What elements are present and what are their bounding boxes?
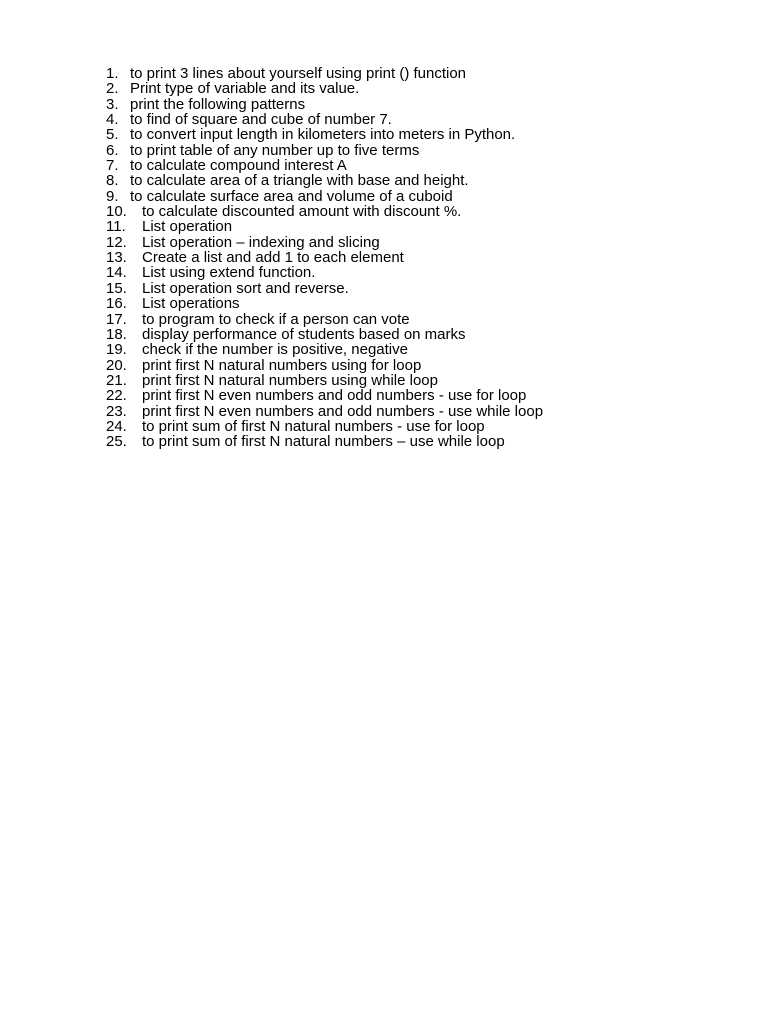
list-item [106,66,543,81]
item-number: 7. [106,157,119,175]
item-number: 23. [106,402,127,420]
item-text: List operation sort and reverse. [142,279,349,297]
item-number: 18. [106,325,127,343]
item-text: List using extend function. [142,264,316,282]
list-item [106,189,543,204]
item-text: print the following patterns [130,95,306,113]
item-number: 5. [106,126,119,144]
list-item [106,173,543,188]
item-text: display performance of students based on marks [142,325,466,343]
list-item [106,81,543,96]
item-number: 10. [106,203,127,221]
list-item [106,158,543,173]
item-number: 9. [106,187,119,205]
item-text: to print 3 lines about yourself using print () function [130,65,467,82]
item-text: Create a list and add 1 to each element [142,249,404,267]
list-item [106,358,543,373]
item-number: 4. [106,111,119,129]
item-number: 8. [106,172,119,190]
item-number: 21. [106,371,127,389]
list-item [106,281,543,296]
list-item [106,235,543,250]
item-number: 2. [106,80,119,98]
item-text: print first N even numbers and odd numbers - use while loop [142,402,544,420]
item-text: print first N even numbers and odd numbers - use for loop [142,387,527,405]
task-list [106,66,543,450]
item-text: to print sum of first N natural numbers – use while loop [142,433,505,451]
list-item [106,143,543,158]
item-number: 16. [106,295,127,313]
item-text: List operations [142,295,240,313]
item-number: 15. [106,279,127,297]
item-number: 11. [106,218,126,236]
item-number: 25. [106,433,127,451]
item-text: to print table of any number up to five terms [130,141,420,159]
list-item [106,97,543,112]
item-text: to calculate surface area and volume of a cuboid [130,187,453,205]
list-item [106,404,543,419]
item-number: 19. [106,341,127,359]
list-item [106,296,543,311]
item-text: Print type of variable and its value. [130,80,360,98]
item-text: List operation [142,218,233,236]
item-number: 17. [106,310,127,328]
item-text: List operation – indexing and slicing [142,233,380,251]
item-text: to calculate discounted amount with discount %. [142,203,462,221]
list-item [106,342,543,357]
item-number: 13. [106,249,127,267]
list-item [106,204,543,219]
list-item [106,419,543,434]
list-item [106,219,543,234]
item-text: to calculate area of a triangle with base and height. [130,172,469,190]
list-item [106,250,543,265]
item-number: 12. [106,233,127,251]
list-item [106,112,543,127]
list-item [106,373,543,388]
item-number: 1. [106,65,119,82]
item-text: to find of square and cube of number 7. [130,111,392,129]
item-text: to print sum of first N natural numbers - use for loop [142,417,485,435]
list-item [106,434,543,449]
item-number: 3. [106,95,119,113]
list-item [106,312,543,327]
list-item [106,388,543,403]
list-item [106,327,543,342]
item-text: print first N natural numbers using while loop [142,371,438,389]
list-item [106,127,543,142]
item-number: 6. [106,141,119,159]
item-number: 22. [106,387,127,405]
item-text: print first N natural numbers using for loop [142,356,422,374]
item-text: to calculate compound interest A [130,157,347,175]
item-number: 14. [106,264,127,282]
list-item [106,265,543,280]
item-number: 24. [106,417,127,435]
item-number: 20. [106,356,127,374]
item-text: to program to check if a person can vote [142,310,410,328]
item-text: to convert input length in kilometers into meters in Python. [130,126,516,144]
item-text: check if the number is positive, negative [142,341,408,359]
